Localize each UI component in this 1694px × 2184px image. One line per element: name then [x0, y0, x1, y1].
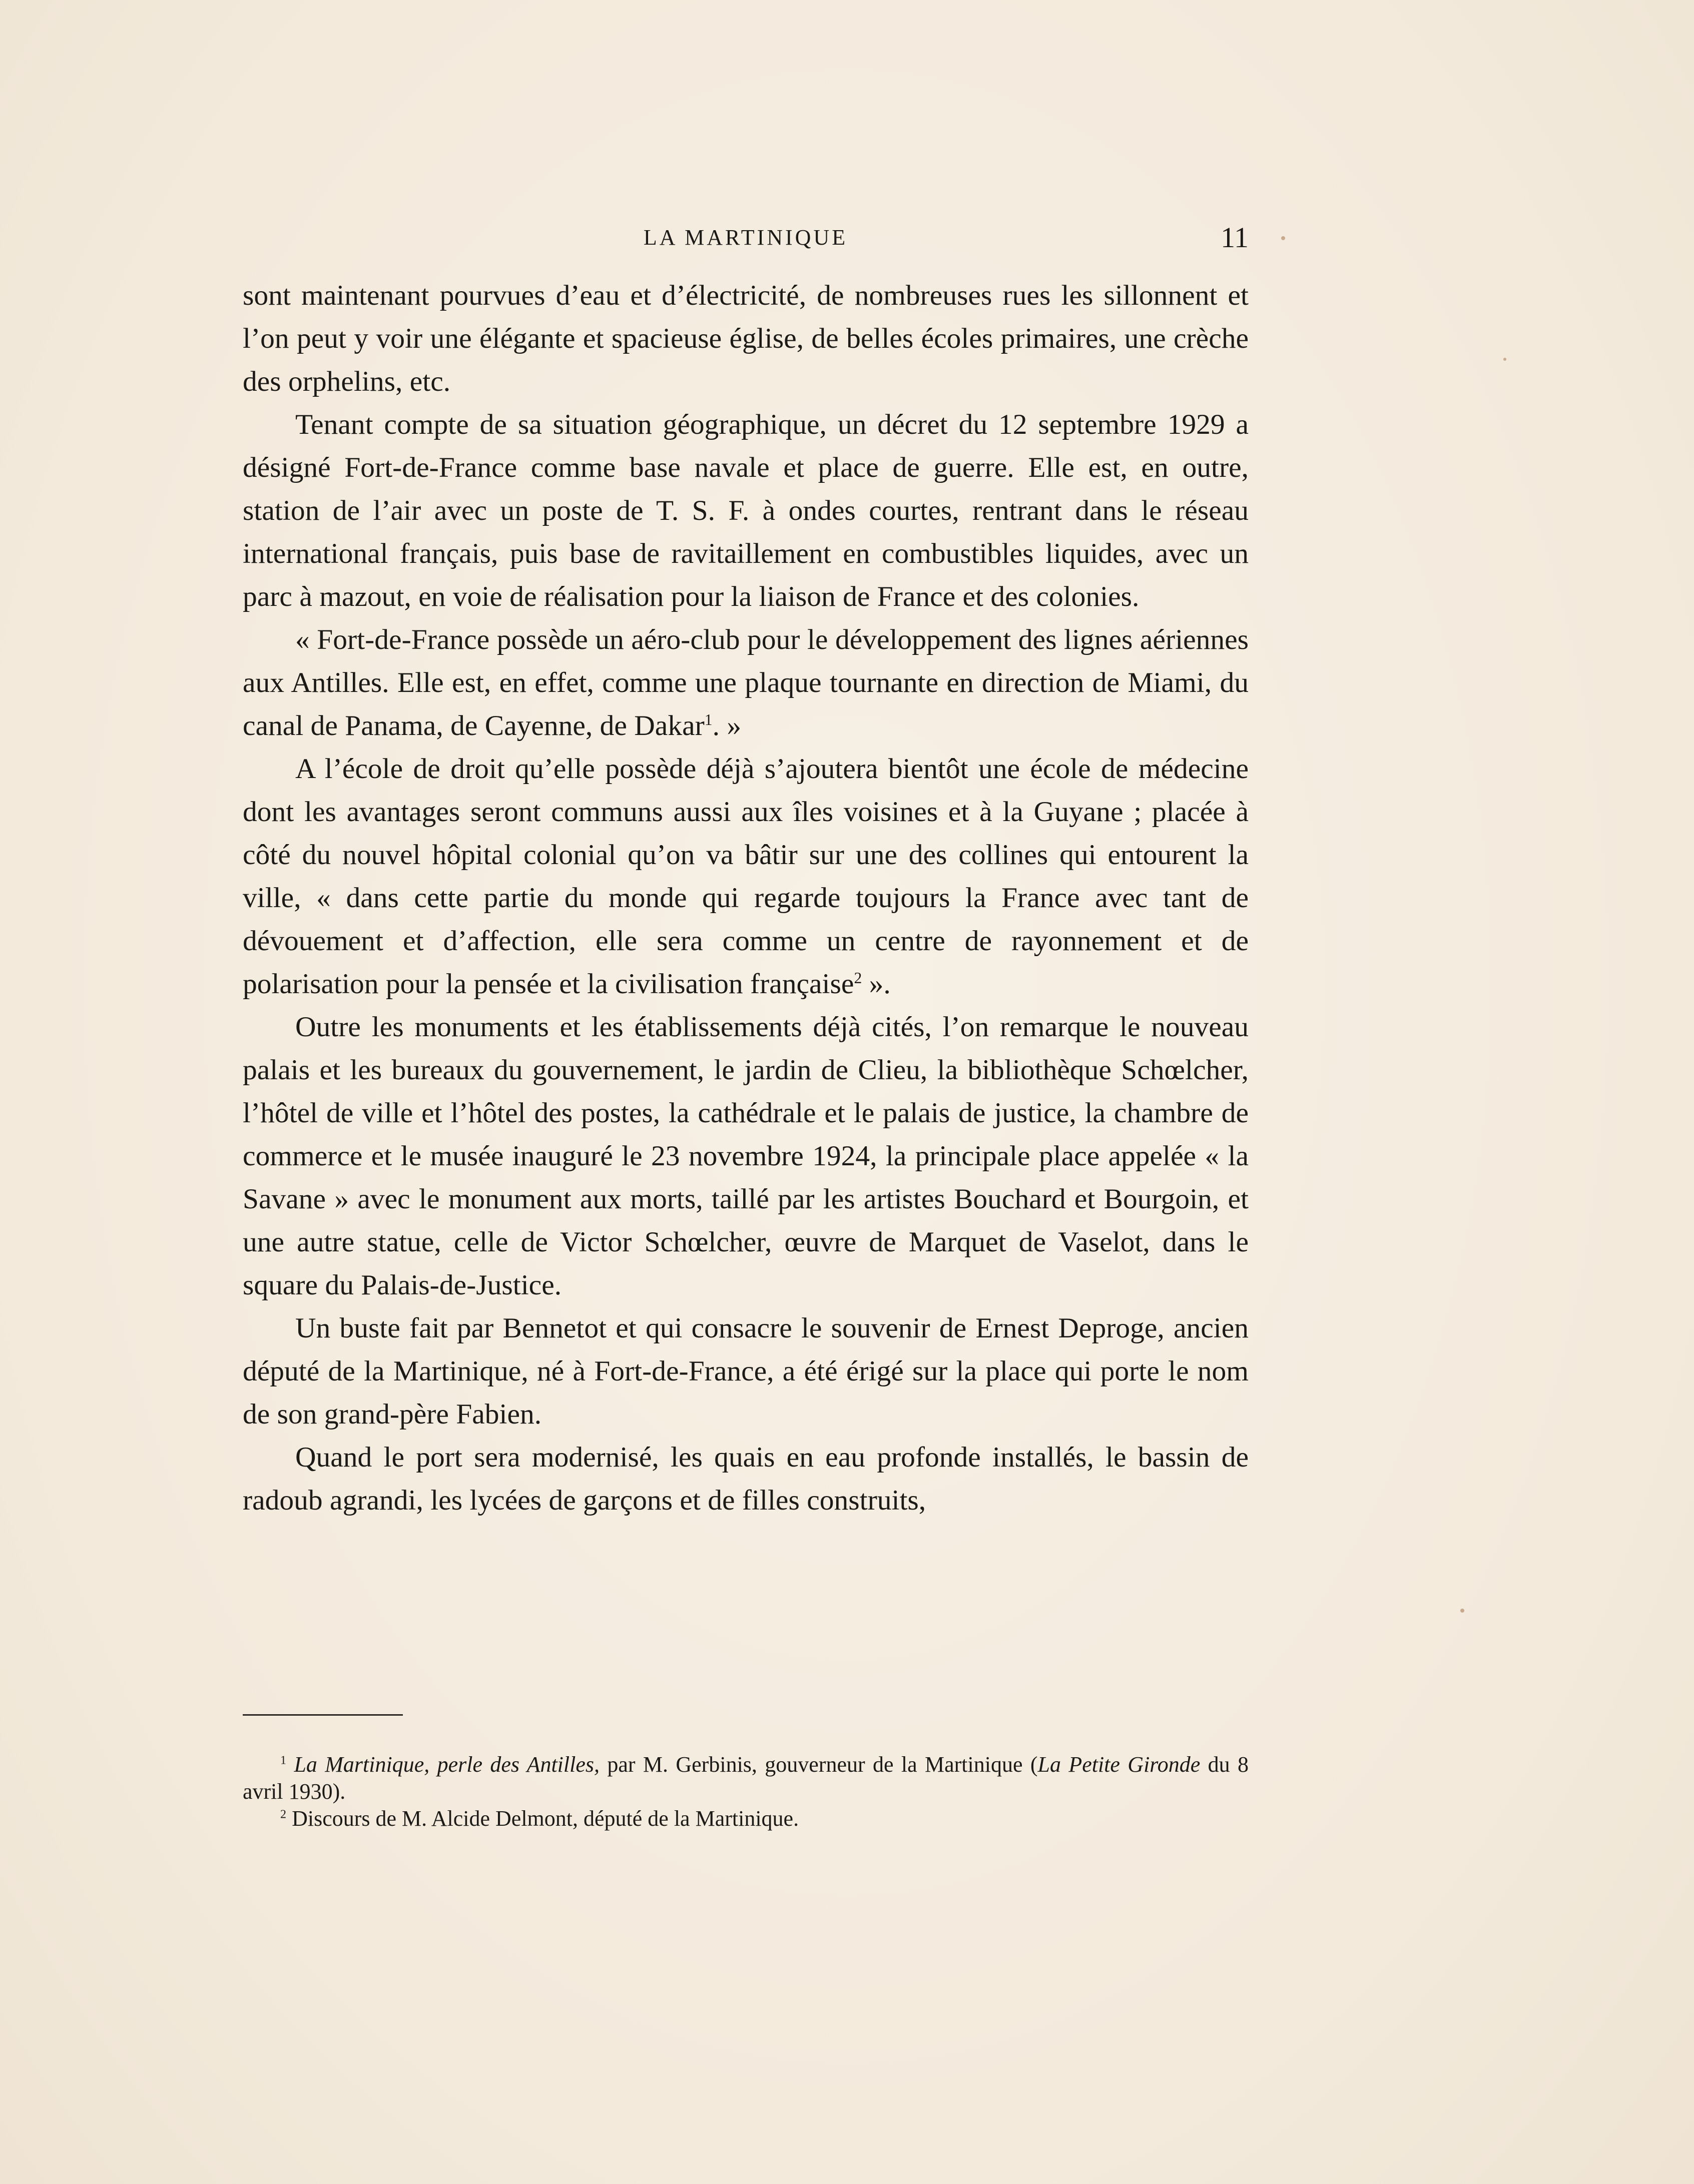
footnote-1-middle: par M. Gerbinis, gouverneur de la Martinique ( [600, 1752, 1038, 1777]
footnote-2-marker: 2 [280, 1807, 287, 1821]
footnotes [243, 1751, 1249, 1832]
paper-speck [1460, 1609, 1464, 1613]
footnote-1-title: La Martinique, perle des Antilles, [294, 1752, 600, 1777]
footnote-ref-1: 1 [704, 710, 713, 729]
footnote-1-marker: 1 [280, 1753, 287, 1767]
running-head [243, 220, 1249, 255]
footnote-2-text: Discours de M. Alcide Delmont, député de la Martinique. [292, 1806, 799, 1831]
footnote-1-end: du 8 avril 1930). [243, 1752, 1249, 1804]
footnote-1-source: La Petite Gironde [1037, 1752, 1201, 1777]
paragraph-5: Outre les monuments et les établissements déjà cités, l’on remarque le nouveau palais et les bureaux du gouvernement, le jardin de Clieu, la bibliothèque Schœlcher, l’hôtel de ville et l’hôtel des postes, la cathédrale et le palais de justice, la chambre de commerce et le musée inauguré le 23 novembre 1924, la principale place appelée « la Savane » avec le monument aux morts, taillé par les artistes Bouchard et Bourgoin, et une autre statue, celle de Victor Schœlcher, œuvre de Marquet de Vaselot, dans le square du Palais-de-Justice. [243, 1011, 1249, 1301]
paragraph-3 [243, 618, 1249, 748]
paragraph-4 [243, 748, 1249, 1006]
paper-speck [1281, 236, 1285, 240]
paragraph-7: Quand le port sera modernisé, les quais en eau profonde installés, le bassin de radoub agrandi, les lycées de garçons et de filles construits, [243, 1441, 1249, 1516]
paragraph-4-text: A l’école de droit qu’elle possède déjà s’ajoutera bientôt une école de médecine dont les avantages seront communs aussi aux îles voisines et à la Guyane ; placée à côté du nouvel hôpital colonial qu’on va bâtir sur une des collines qui entourent la ville, « dans cette partie du monde qui regarde toujours la France avec tant de dévouement et d’affection, elle sera comme un centre de rayonnement et de polarisation pour la pensée et la civilisation française [243, 753, 1249, 1000]
footnote-divider [243, 1714, 403, 1716]
running-title: LA MARTINIQUE [643, 225, 848, 250]
body-text [243, 274, 1249, 1522]
footnote-ref-2: 2 [854, 969, 862, 987]
paragraph-3-end: . » [712, 710, 742, 742]
paragraph-2: Tenant compte de sa situation géographique, un décret du 12 septembre 1929 a désigné Fort-de-France comme base navale et place de guerre. Elle est, en outre, station de l’air avec un poste de T. S. F. à ondes courtes, rentrant dans le réseau international français, puis base de ravitaillement en combustibles liquides, avec un parc à mazout, en voie de réalisation pour la liaison de France et des colonies. [243, 409, 1249, 612]
paragraph-4-end: ». [862, 968, 891, 1000]
footnote-2 [243, 1805, 1249, 1832]
paragraph-6: Un buste fait par Bennetot et qui consacre le souvenir de Ernest Deproge, ancien député de la Martinique, né à Fort-de-France, a été érigé sur la place qui porte le nom de son grand-père Fabien. [243, 1312, 1249, 1430]
footnote-1 [243, 1751, 1249, 1805]
paragraph-1: sont maintenant pourvues d’eau et d’électricité, de nombreuses rues les sillonnent et l’on peut y voir une élégante et spacieuse église, de belles écoles primaires, une crèche des orphelins, etc. [243, 280, 1249, 397]
paper-speck [1503, 358, 1506, 361]
page-number: 11 [1221, 221, 1249, 254]
paragraph-3-text: « Fort-de-France possède un aéro-club pour le développement des lignes aériennes aux Antilles. Elle est, en effet, comme une plaque tournante en direction de Miami, du canal de Panama, de Cayenne, de Dakar [243, 624, 1249, 742]
